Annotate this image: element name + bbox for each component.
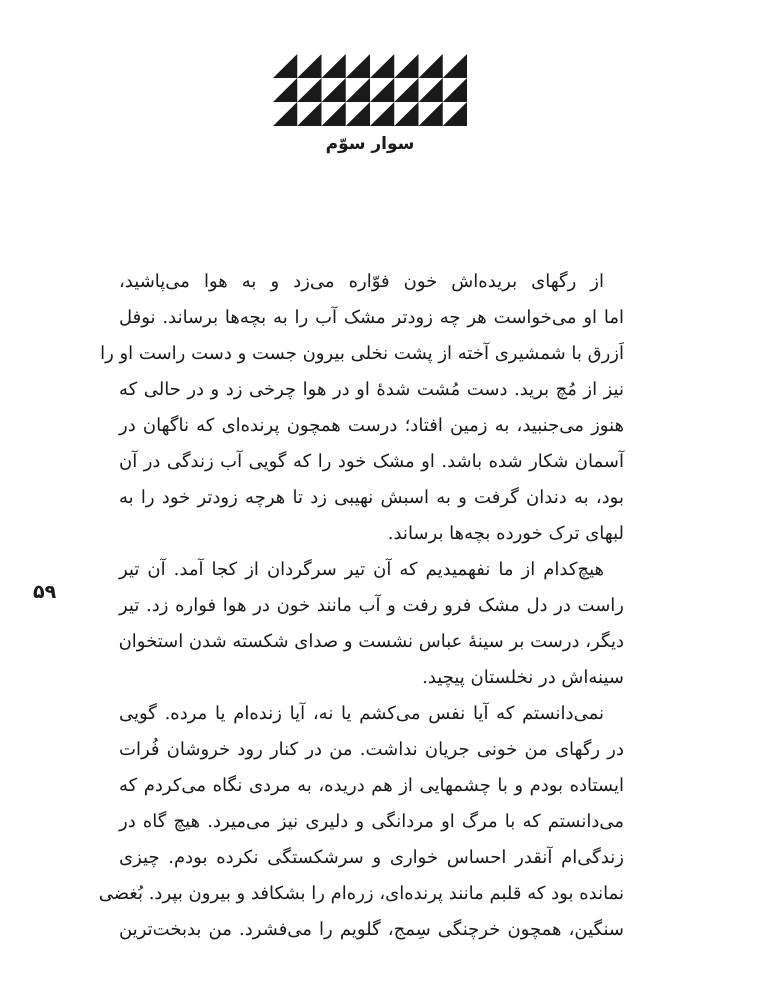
text-line: اما او می‌خواست هر چه زودتر مشک آب را به بچه‌ها برساند. نوفل bbox=[119, 307, 624, 328]
text-line: اَزرق با شمشیری آخته از پشت نخلی بیرون جست و دست راست او را bbox=[100, 343, 624, 364]
text-line: لبهای ترک خورده بچه‌ها برساند. bbox=[387, 523, 624, 544]
ornament-triangle bbox=[297, 102, 321, 126]
text-line: هنوز می‌جنبید، به زمین افتاد؛ درست همچون پرنده‌ای که ناگهان در bbox=[119, 415, 624, 436]
ornament-triangle bbox=[273, 54, 297, 78]
text-line: راست در دل مشک فرو رفت و آب مانند خون در هوا فواره زد. تیر bbox=[119, 595, 624, 616]
text-line: نمی‌دانستم که آیا نفس می‌کشم یا نه، آیا زنده‌ام یا مرده. گویی bbox=[119, 703, 604, 724]
text-line: بود، به دندان گرفت و به اسبش نهیبی زد تا هرچه زودتر خود را به bbox=[119, 487, 624, 508]
ornament-triangle bbox=[273, 78, 297, 102]
text-line: نیز از مُچ برید. دست مُشت شدهٔ او در هوا چرخی زد و در حالی که bbox=[119, 379, 624, 400]
ornament-triangle bbox=[322, 78, 346, 102]
text-line: هیچ‌کدام از ما نفهمیدیم که آن تیر سرگردان از کجا آمد. آن تیر bbox=[119, 559, 604, 580]
ornament-triangle bbox=[273, 102, 297, 126]
ornament-triangle bbox=[443, 54, 467, 78]
ornament-triangle bbox=[394, 78, 418, 102]
text-line: سینه‌اش در نخلستان پیچید. bbox=[422, 667, 624, 688]
ornament-triangle bbox=[322, 102, 346, 126]
ornament-triangle bbox=[419, 78, 443, 102]
text-line: می‌دانستم که با مرگ او مردانگی و دلیری نیز می‌میرد. هیچ گاه در bbox=[119, 811, 624, 832]
text-line: سنگین، همچون خرچنگی سِمج، گلویم را می‌فشرد. من بدبخت‌ترین bbox=[119, 919, 624, 940]
ornament-triangle bbox=[346, 78, 370, 102]
ornament-triangle bbox=[419, 54, 443, 78]
page-number: ۵۹ bbox=[33, 581, 57, 603]
triangle-pattern-ornament-icon bbox=[273, 54, 467, 126]
text-line: زندگی‌ام آنقدر احساس خواری و سرشکستگی نکرده بودم. چیزی bbox=[119, 847, 624, 868]
ornament-triangle bbox=[443, 102, 467, 126]
ornament-triangle bbox=[443, 78, 467, 102]
ornament-triangle bbox=[370, 78, 394, 102]
ornament-triangle bbox=[346, 102, 370, 126]
text-line: در رگهای من خونی جریان نداشت. من در کنار رود خروشان فُرات bbox=[119, 739, 624, 760]
ornament-triangle bbox=[297, 78, 321, 102]
ornament-triangle bbox=[394, 102, 418, 126]
ornament-triangle bbox=[370, 102, 394, 126]
ornament-triangle bbox=[419, 102, 443, 126]
text-line: آسمان شکار شده باشد. او مشک خود را که گویی آب زندگی در آن bbox=[119, 451, 624, 472]
text-line: دیگر، درست بر سینهٔ عباس نشست و صدای شکسته شدن استخوان bbox=[118, 631, 624, 652]
text-line: ایستاده بودم و با چشمهایی از هم دریده، به مردی نگاه می‌کردم که bbox=[119, 775, 624, 796]
ornament-triangle bbox=[346, 54, 370, 78]
ornament-triangle bbox=[297, 54, 321, 78]
text-line: از رگهای بریده‌اش خون فوّاره می‌زد و به هوا می‌پاشید، bbox=[119, 271, 604, 292]
text-line: نمانده بود که قلبم مانند پرنده‌ای، زره‌ام را بشکافد و بیرون بپرد. بُغضی bbox=[98, 883, 624, 904]
ornament-triangle bbox=[370, 54, 394, 78]
chapter-title: سوار سوّم bbox=[325, 134, 415, 154]
ornament-triangle bbox=[394, 54, 418, 78]
ornament-triangle bbox=[322, 54, 346, 78]
